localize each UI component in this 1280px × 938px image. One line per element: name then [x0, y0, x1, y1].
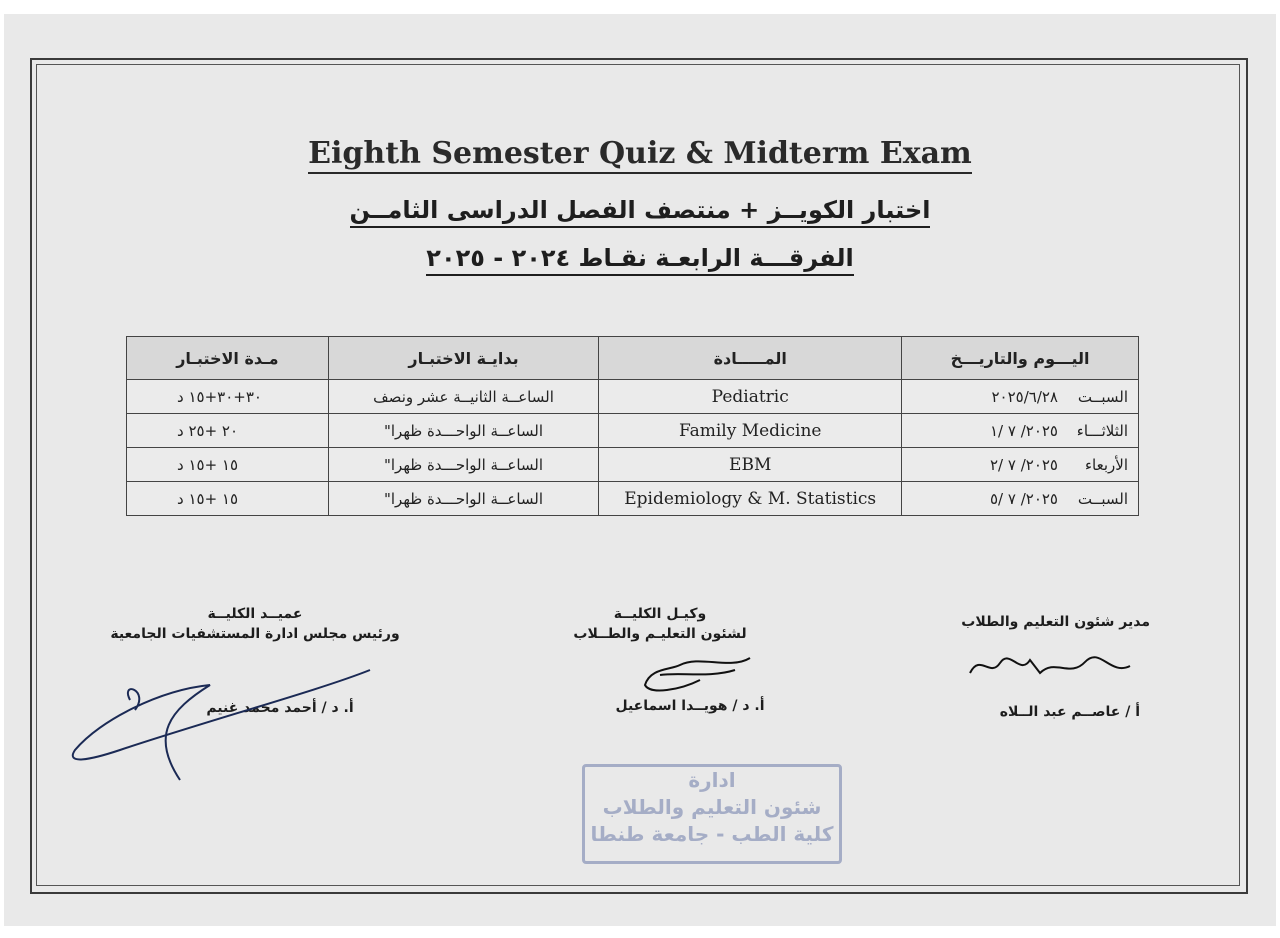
start-cell: الساعــة الواحـــدة ظهرا": [328, 482, 598, 516]
header-subject: المـــــادة: [599, 337, 902, 380]
date-value: ٢٠٢٥/ ٧ /٥: [989, 489, 1058, 508]
subject-cell: Family Medicine: [599, 414, 902, 448]
subject-cell: EBM: [599, 448, 902, 482]
signatory-right-title: مدير شئون التعليم والطلاب: [961, 614, 1150, 630]
start-cell: الساعــة الثانيــة عشر ونصف: [328, 380, 598, 414]
institution-stamp: [582, 764, 842, 864]
table-row: [127, 482, 1139, 516]
signature-right-drawing: [960, 648, 1140, 688]
left-title-line1: عميــد الكليــة: [207, 606, 303, 622]
date-cell: [902, 414, 1139, 448]
signatory-left-name: أ. د / أحمد محمد غنيم: [206, 700, 354, 716]
english-title: Eighth Semester Quiz & Midterm Exam: [0, 136, 1280, 171]
table-row: [127, 380, 1139, 414]
stamp-line2: شئون التعليم والطلاب: [602, 795, 822, 819]
signatory-middle-title: [560, 604, 760, 644]
arabic-title: اختبار الكويــز + منتصف الفصل الدراسى الثامــن: [0, 196, 1280, 224]
left-title-line2: ورئيس مجلس ادارة المستشفيات الجامعية: [110, 626, 400, 642]
exam-schedule-table: [126, 336, 1139, 516]
start-cell: الساعــة الواحـــدة ظهرا": [328, 414, 598, 448]
middle-title-line2: لشئون التعليـم والطــلاب: [573, 626, 747, 642]
header-start: بدايـة الاختبـار: [328, 337, 598, 380]
date-value: ٢٠٢٥/ ٧ /١: [989, 421, 1058, 440]
header-duration: مـدة الاختبـار: [127, 337, 329, 380]
duration-cell: ١٥ +١٥ د: [127, 448, 329, 482]
duration-cell: ١٥ +١٥ د: [127, 482, 329, 516]
day-name: الأربعاء: [1084, 455, 1128, 474]
signatory-middle-name: أ. د / هويــدا اسماعيل: [615, 698, 765, 714]
signature-left-drawing: [60, 640, 390, 790]
subject-cell: Pediatric: [599, 380, 902, 414]
arabic-subtitle: الفرقـــة الرابعـة نقـاط ٢٠٢٤ - ٢٠٢٥: [0, 244, 1280, 272]
duration-cell: ٣٠+٣٠+١٥ د: [127, 380, 329, 414]
day-name: السبــت: [1077, 387, 1128, 406]
day-name: السبــت: [1077, 489, 1128, 508]
table-row: [127, 448, 1139, 482]
signature-middle-drawing: [640, 650, 770, 700]
date-value: ٢٠٢٥/٦/٢٨: [991, 387, 1058, 406]
signatory-right-name: أ / عاصــم عبد الــلاه: [999, 704, 1140, 720]
date-value: ٢٠٢٥/ ٧ /٢: [989, 455, 1058, 474]
signatory-left-title: [90, 604, 420, 644]
start-cell: الساعــة الواحـــدة ظهرا": [328, 448, 598, 482]
duration-cell: ٢٠ +٢٥ د: [127, 414, 329, 448]
date-cell: [902, 380, 1139, 414]
subject-cell: Epidemiology & M. Statistics: [599, 482, 902, 516]
middle-title-line1: وكيـل الكليــة: [613, 606, 707, 622]
header-date: اليـــوم والتاريـــخ: [902, 337, 1139, 380]
day-name: الثلاثـــاء: [1076, 421, 1128, 440]
stamp-line3: كلية الطب - جامعة طنطا: [590, 822, 834, 846]
table-row: [127, 414, 1139, 448]
table-header-row: [127, 337, 1139, 380]
date-cell: [902, 448, 1139, 482]
date-cell: [902, 482, 1139, 516]
stamp-line1: ادارة: [688, 768, 736, 792]
